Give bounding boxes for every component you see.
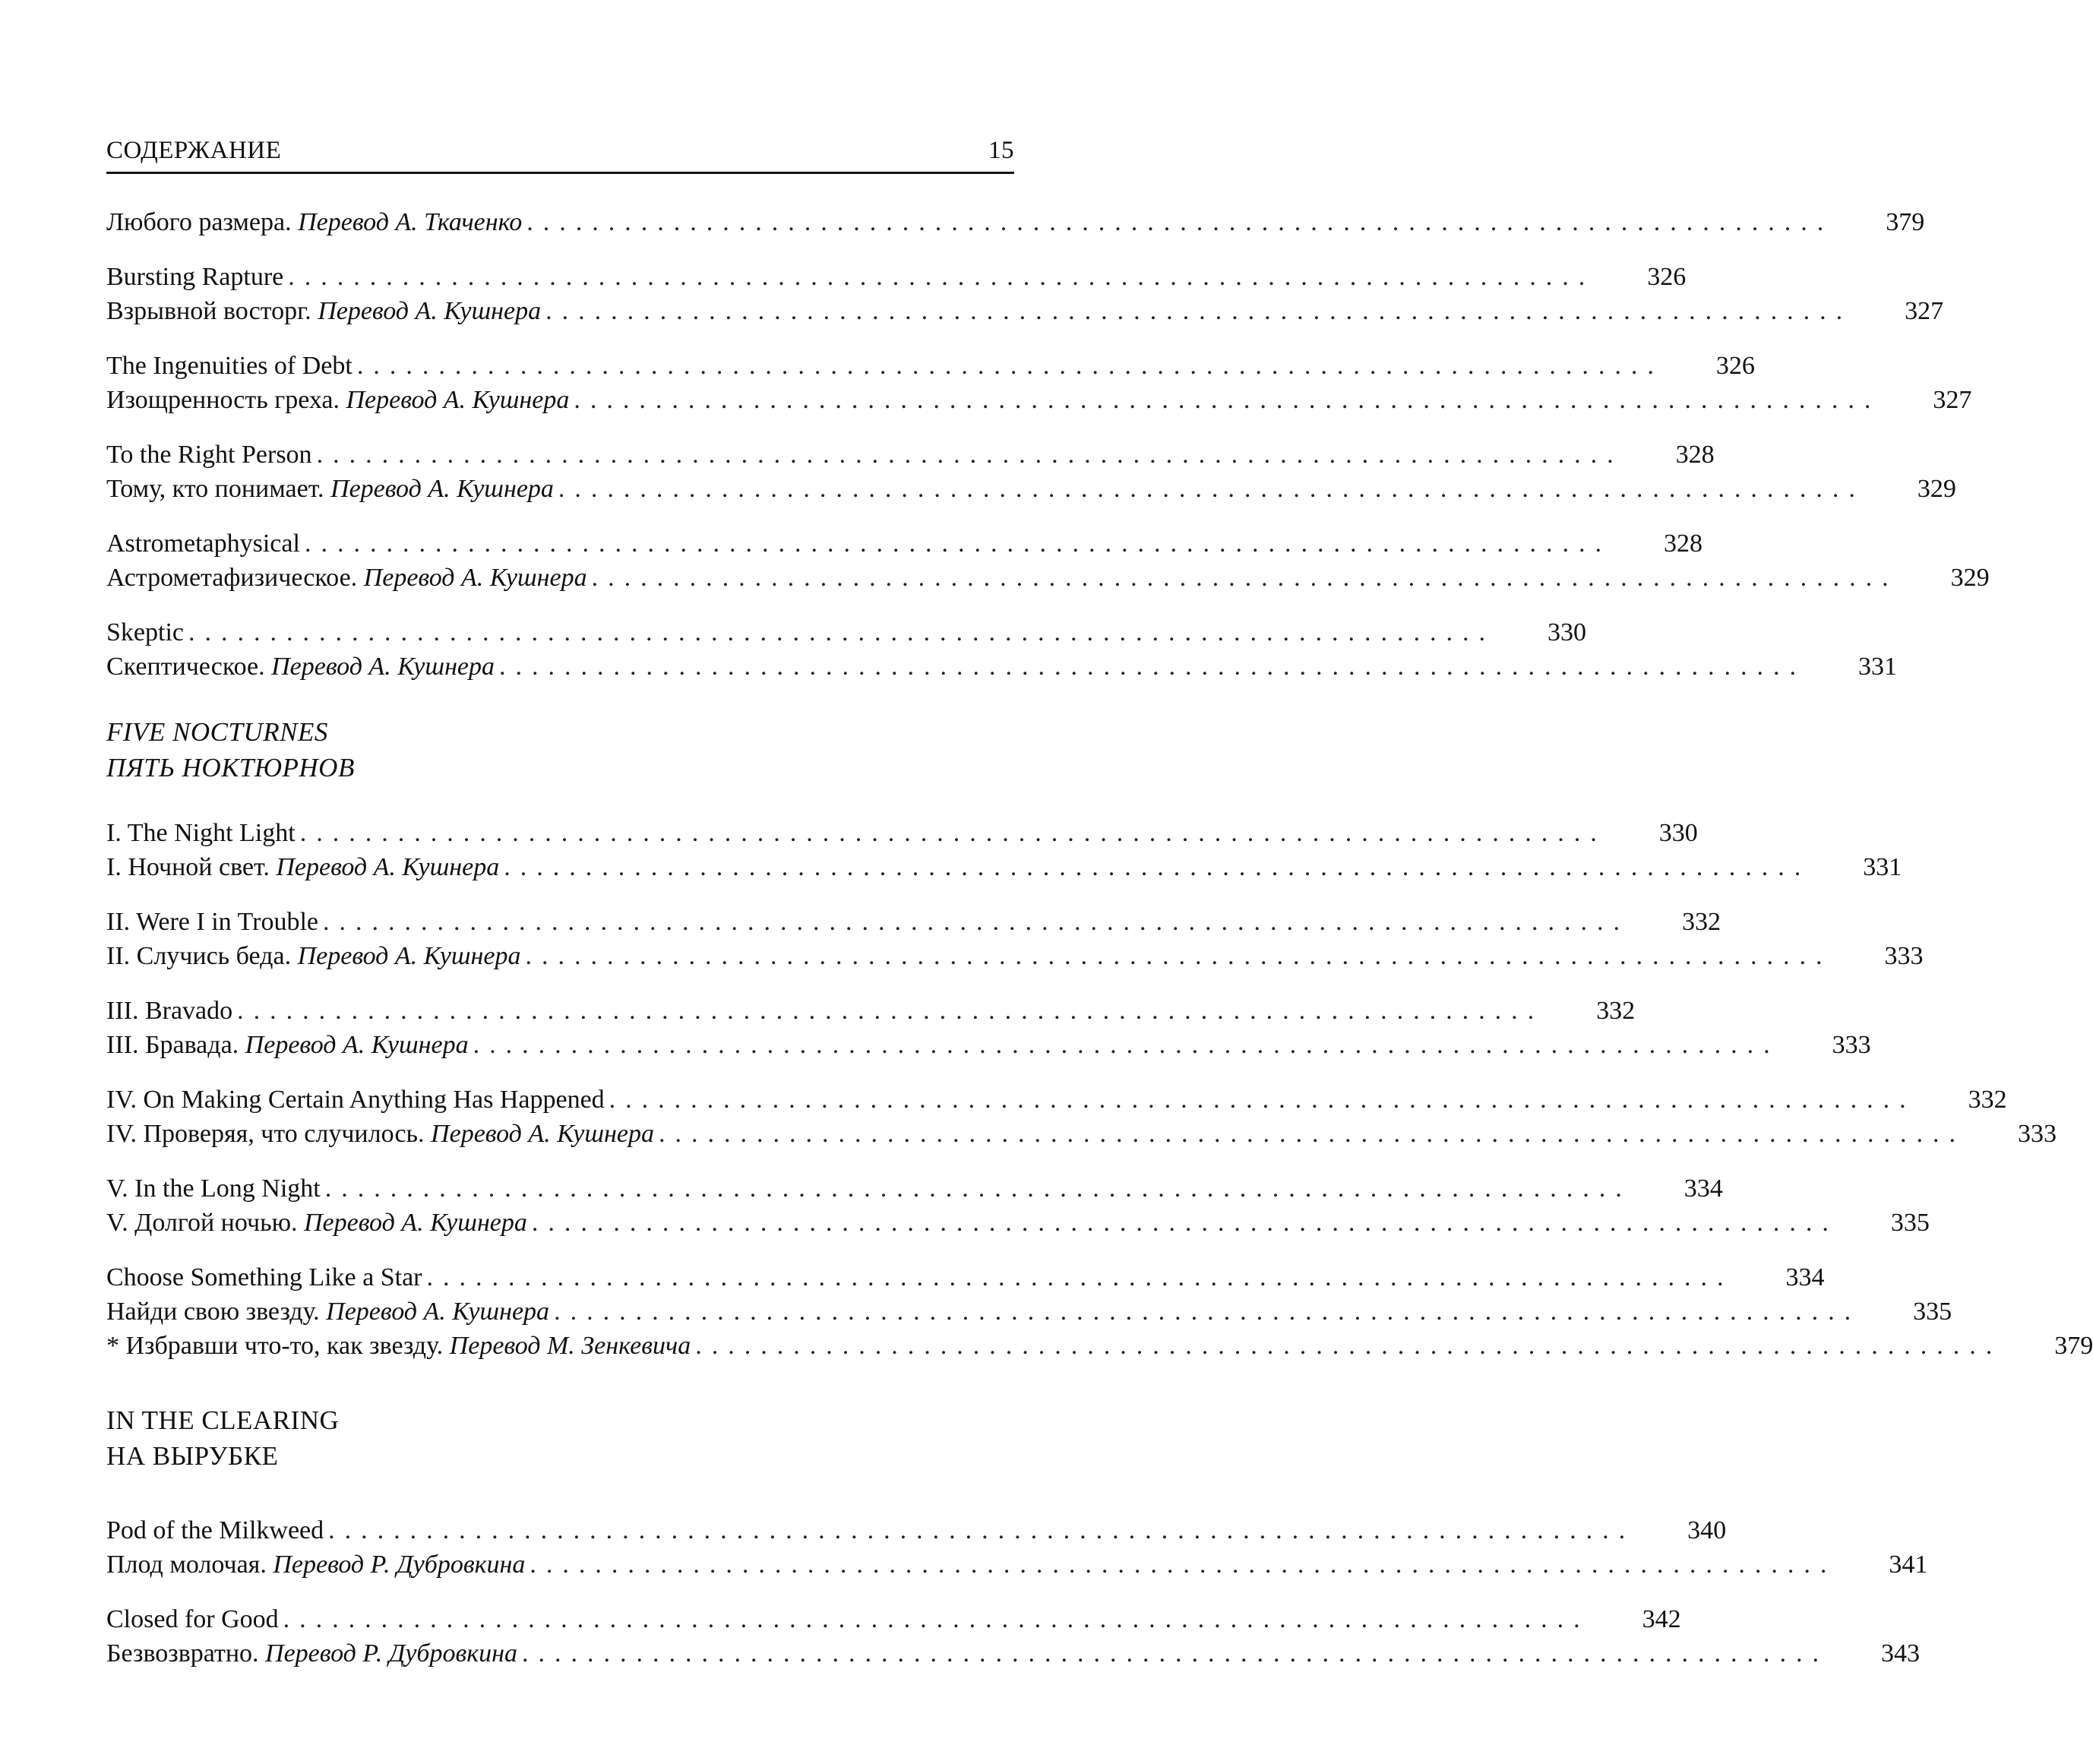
toc-entry [106, 1083, 2007, 1117]
leader-dots: ................................................................................ [609, 1086, 1916, 1114]
entry-translator: Перевод А. Кушнера [326, 1298, 550, 1326]
toc-entry [106, 205, 1925, 239]
toc-entry-title [106, 349, 353, 383]
entry-text: Скептическое. [106, 653, 272, 681]
toc-entry-page: 328 [1663, 530, 1703, 558]
toc-entry [106, 1513, 1727, 1547]
running-head-title: СОДЕРЖАНИЕ [106, 137, 282, 164]
spacer [106, 417, 1014, 438]
running-head [106, 137, 1014, 165]
entry-translator: Перевод А. Кушнера [363, 564, 587, 592]
entry-text: IV. Проверяя, что случилось. [106, 1120, 432, 1148]
leader-dots: ................................................................................ [356, 352, 1664, 380]
toc-entry-page: 327 [1933, 386, 1972, 414]
entry-text: Astrometaphysical [106, 530, 300, 558]
entry-translator: Перевод А. Кушнера [346, 386, 570, 414]
leader-dots: ................................................................................ [531, 1209, 1838, 1237]
toc-entry-page: 332 [1968, 1086, 2007, 1114]
entry-translator: Перевод А. Кушнера [318, 297, 542, 325]
toc-entry-page: 342 [1642, 1605, 1681, 1633]
toc-entry-page: 335 [1913, 1298, 1952, 1326]
toc-entry-title [106, 615, 184, 650]
toc-entry [106, 438, 1715, 472]
toc-entry-page: 379 [2054, 1332, 2093, 1360]
toc-entry-page: 329 [1950, 564, 1990, 592]
entry-text: Любого размера. [106, 208, 299, 236]
toc-entry-page: 340 [1687, 1516, 1727, 1544]
spacer [106, 973, 1014, 994]
leader-dots: ................................................................................ [591, 564, 1899, 592]
spacer [106, 1582, 1014, 1602]
spacer [106, 506, 1014, 526]
toc-entry [106, 1329, 2093, 1363]
entry-text: I. The Night Light [106, 819, 296, 847]
toc-entry-page: 331 [1858, 653, 1898, 681]
toc-entry [106, 1260, 1825, 1295]
page-number: 15 [988, 137, 1014, 164]
spacer [106, 786, 1014, 816]
entry-text: Choose Something Like a Star [106, 1263, 422, 1291]
toc-entry-page: 330 [1658, 819, 1698, 847]
entry-text: Плод молочая. [106, 1551, 273, 1579]
leader-dots: ................................................................................ [283, 1605, 1590, 1633]
toc-entry-title [106, 205, 522, 239]
leader-dots: ................................................................................ [554, 1298, 1861, 1326]
spacer [106, 1240, 1014, 1260]
toc-entry-page: 333 [2017, 1120, 2057, 1148]
toc-entry-title [106, 905, 318, 939]
entry-translator: Перевод М. Зенкевича [449, 1332, 691, 1360]
toc-entry [106, 615, 1586, 650]
section-heading-en: FIVE NOCTURNES [106, 717, 328, 747]
leader-dots: ................................................................................ [324, 1174, 1632, 1203]
toc-entry [106, 650, 1898, 684]
entry-text: Взрывной восторг. [106, 297, 318, 325]
entry-translator: Перевод А. Кушнера [304, 1209, 527, 1237]
toc-entry-page: 334 [1785, 1263, 1825, 1291]
toc-entry [106, 1171, 1723, 1206]
entry-text: Skeptic [106, 618, 184, 646]
entry-translator: Перевод А. Ткаченко [298, 208, 523, 236]
toc-entry [106, 1117, 2057, 1151]
entry-text: III. Bravado [106, 997, 233, 1025]
leader-dots: ................................................................................ [525, 942, 1832, 970]
entry-text: III. Бравада. [106, 1031, 245, 1059]
entry-text: The Ingenuities of Debt [106, 352, 353, 380]
section-heading-ru: ПЯТЬ НОКТЮРНОВ [106, 753, 355, 782]
entry-text: II. Were I in Trouble [106, 908, 318, 936]
leader-dots: ................................................................................ [473, 1031, 1780, 1059]
entry-text: V. In the Long Night [106, 1174, 321, 1203]
toc-entry-title [106, 650, 495, 684]
toc-entry-page: 332 [1682, 908, 1721, 936]
spacer [106, 1363, 1014, 1402]
entry-text: I. Ночной свет. [106, 853, 277, 881]
entry-translator: Перевод А. Кушнера [297, 942, 521, 970]
toc-entry-page: 335 [1890, 1209, 1930, 1237]
entry-text: Безвозвратно. [106, 1639, 266, 1668]
entry-text: V. Долгой ночью. [106, 1209, 304, 1237]
toc-entry [106, 1295, 1952, 1329]
toc-entry [106, 1636, 1921, 1671]
toc-entry-page: 326 [1715, 352, 1755, 380]
leader-dots: ................................................................................ [526, 208, 1834, 236]
toc-entry [106, 1028, 1871, 1062]
leader-dots: ................................................................................ [237, 997, 1544, 1025]
spacer [106, 328, 1014, 349]
toc-entry-page: 379 [1886, 208, 1925, 236]
leader-dots: ................................................................................ [558, 475, 1865, 503]
leader-dots: ................................................................................ [323, 908, 1630, 936]
toc-entry-title [106, 1329, 691, 1363]
leader-dots: ................................................................................ [658, 1120, 1965, 1148]
entry-translator: Перевод А. Кушнера [431, 1120, 654, 1148]
leader-dots: ................................................................................ [499, 653, 1807, 681]
leader-dots: ................................................................................ [288, 263, 1595, 291]
toc-entry [106, 905, 1721, 939]
entry-translator: Перевод А. Кушнера [245, 1031, 469, 1059]
leader-dots: ................................................................................ [188, 618, 1495, 646]
toc-entry-title [106, 1028, 469, 1062]
toc-entry-page: 333 [1884, 942, 1924, 970]
spacer [106, 239, 1014, 260]
toc-entry [106, 349, 1755, 383]
toc-entry-page: 328 [1675, 441, 1715, 469]
leader-dots: ................................................................................ [695, 1332, 2003, 1360]
entry-text: Closed for Good [106, 1605, 279, 1633]
entry-translator: Перевод Р. Дубровкина [273, 1551, 526, 1579]
entry-text: To the Right Person [106, 441, 312, 469]
toc-entry [106, 994, 1636, 1028]
toc-entry-title [106, 1295, 549, 1329]
toc-entry [106, 850, 1902, 884]
entry-text: Pod of the Milkweed [106, 1516, 324, 1544]
toc-entry-page: 341 [1889, 1551, 1928, 1579]
toc-entry [106, 1602, 1681, 1636]
spacer [106, 684, 1014, 714]
entry-text: Изощренность греха. [106, 386, 346, 414]
toc-entry [106, 1206, 1930, 1240]
toc-entry [106, 383, 1972, 417]
toc-entry-page: 330 [1547, 618, 1586, 646]
toc-entry-title [106, 816, 296, 850]
entry-translator: Перевод А. Кушнера [276, 853, 500, 881]
leader-dots: ................................................................................ [304, 530, 1611, 558]
toc-entry-page: 331 [1863, 853, 1902, 881]
toc-entry-page: 332 [1596, 997, 1636, 1025]
leader-dots: ................................................................................ [426, 1263, 1734, 1291]
spacer [106, 1151, 1014, 1171]
spacer [106, 595, 1014, 615]
entry-text: II. Случись беда. [106, 942, 298, 970]
leader-dots: ................................................................................ [522, 1639, 1829, 1668]
header-rule [106, 172, 1014, 174]
leader-dots: ................................................................................ [299, 819, 1607, 847]
toc-entry-title [106, 1260, 422, 1295]
toc-entry-title [106, 383, 569, 417]
table-of-contents [106, 205, 2093, 1671]
toc-entry [106, 260, 1687, 294]
toc-entry [106, 561, 1990, 595]
toc-entry-title [106, 1117, 654, 1151]
toc-entry [106, 816, 1698, 850]
entry-text: Найди свою звезду. [106, 1298, 327, 1326]
entry-text: Тому, кто понимает. [106, 475, 331, 503]
toc-entry-title [106, 1206, 527, 1240]
entry-translator: Перевод А. Кушнера [271, 653, 495, 681]
leader-dots: ................................................................................ [316, 441, 1623, 469]
toc-entry-page: 326 [1647, 263, 1687, 291]
toc-entry-title [106, 1171, 321, 1206]
entry-translator: Перевод Р. Дубровкина [265, 1639, 518, 1668]
spacer [106, 1474, 1014, 1513]
toc-entry-title [106, 1083, 605, 1117]
toc-entry-title [106, 294, 541, 328]
section-heading-ru: НА ВЫРУБКЕ [106, 1441, 279, 1471]
toc-entry [106, 294, 1944, 328]
toc-entry-title [106, 850, 499, 884]
entry-translator: Перевод А. Кушнера [330, 475, 554, 503]
toc-entry [106, 526, 1703, 561]
toc-entry-title [106, 1636, 517, 1671]
toc-entry-title [106, 561, 587, 595]
toc-entry-page: 343 [1881, 1639, 1921, 1668]
toc-entry-title [106, 1602, 279, 1636]
toc-entry-title [106, 472, 554, 506]
toc-entry [106, 472, 1956, 506]
leader-dots: ................................................................................ [504, 853, 1811, 881]
toc-entry-page: 327 [1905, 297, 1944, 325]
spacer [106, 1062, 1014, 1083]
entry-text: Bursting Rapture [106, 263, 284, 291]
entry-text: IV. On Making Certain Anything Has Happened [106, 1086, 605, 1114]
spacer [106, 884, 1014, 905]
leader-dots: ................................................................................ [574, 386, 1881, 414]
toc-entry-title [106, 260, 283, 294]
entry-text: Астрометафизическое. [106, 564, 364, 592]
toc-entry-title [106, 438, 312, 472]
toc-entry-title [106, 1547, 525, 1582]
leader-dots: ................................................................................ [530, 1551, 1837, 1579]
leader-dots: ................................................................................ [328, 1516, 1636, 1544]
toc-entry [106, 1547, 1928, 1582]
toc-entry-page: 333 [1832, 1031, 1871, 1059]
toc-entry-title [106, 994, 232, 1028]
entry-text: * Избравши что-то, как звезду. [106, 1332, 450, 1360]
toc-entry-title [106, 939, 520, 973]
toc-entry-page: 334 [1684, 1174, 1723, 1203]
toc-entry-title [106, 526, 300, 561]
toc-entry [106, 939, 1924, 973]
toc-entry-title [106, 1513, 324, 1547]
toc-entry-page: 329 [1917, 475, 1956, 503]
leader-dots: ................................................................................ [545, 297, 1853, 325]
section-heading-en: IN THE CLEARING [106, 1405, 340, 1435]
